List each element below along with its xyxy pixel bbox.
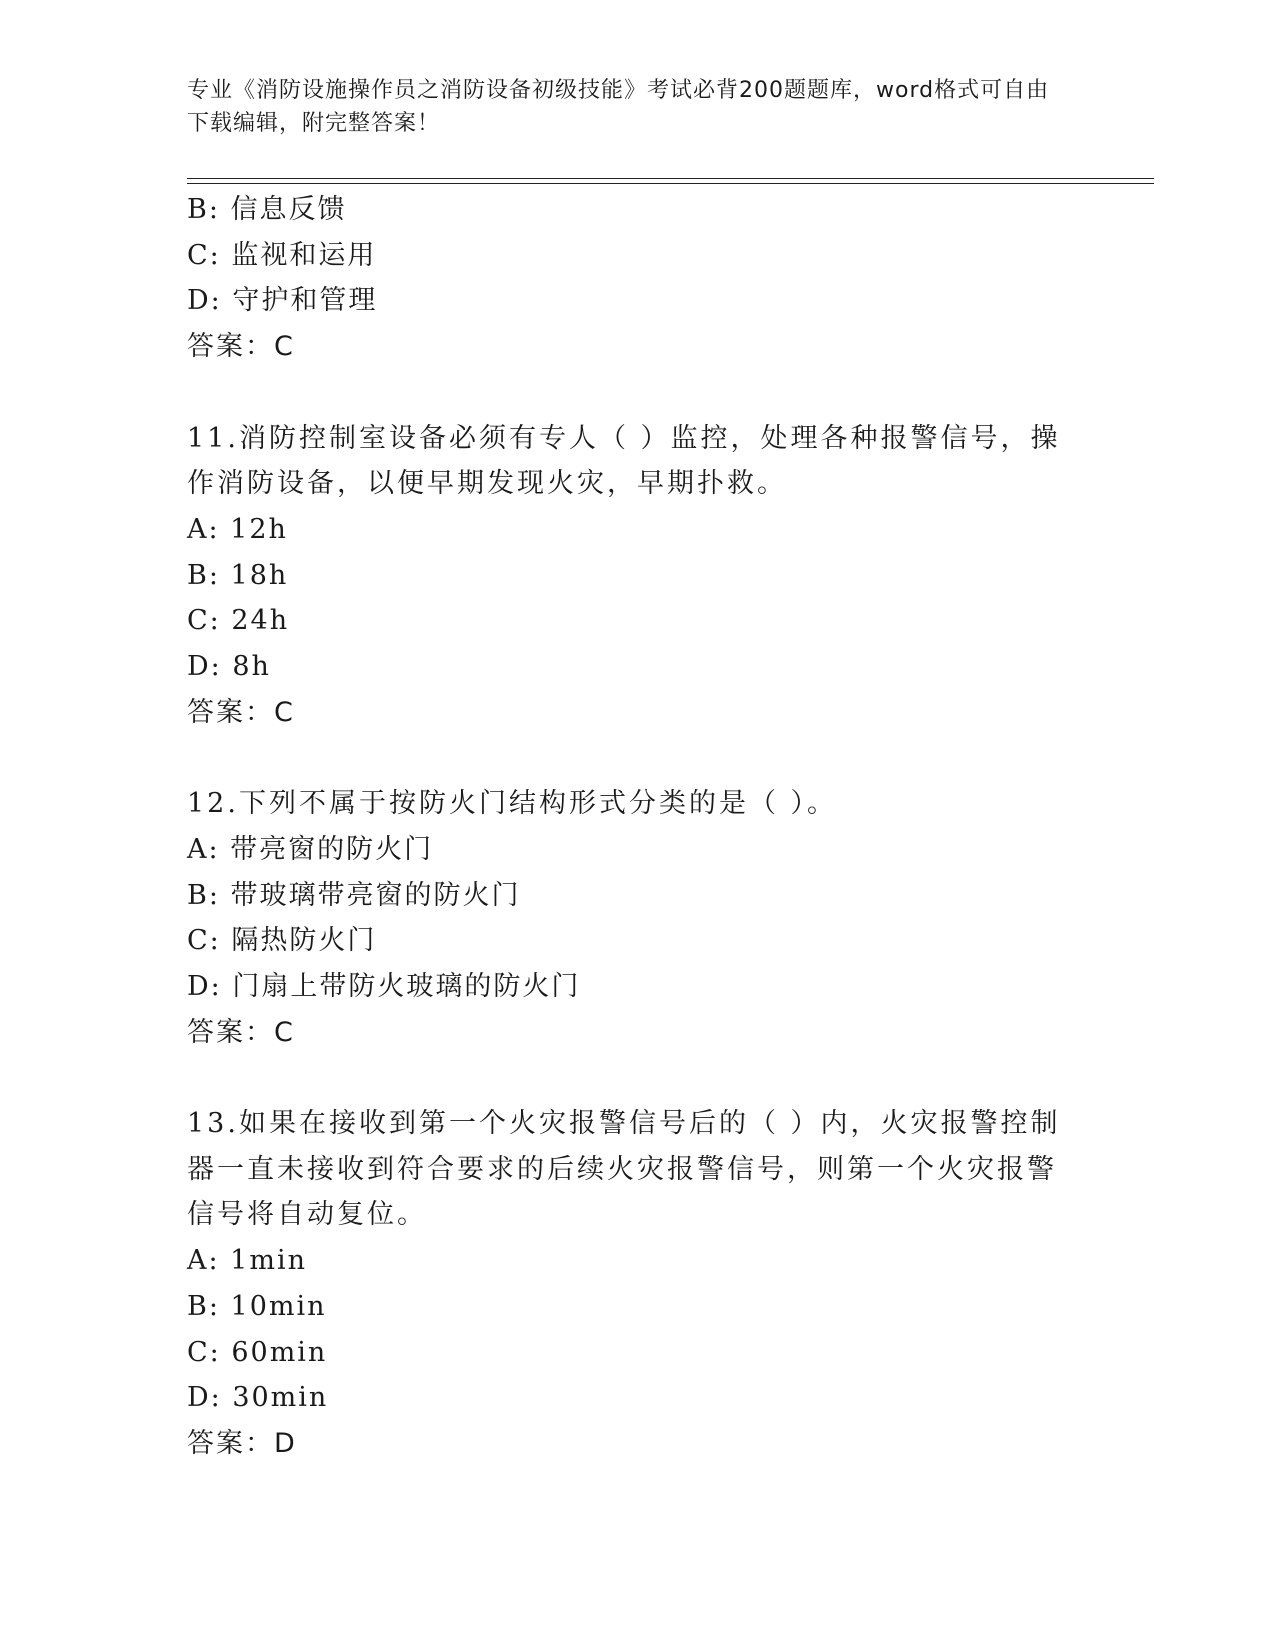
question-11 [187, 416, 1087, 736]
question-10-continued [187, 187, 1087, 370]
answer: 答案：C [187, 331, 295, 363]
question-stem: 12.下列不属于按防火门结构形式分类的是（ ）。 [187, 788, 838, 820]
option-d: D: 8h [187, 651, 271, 683]
answer: 答案：C [187, 1016, 295, 1048]
answer: 答案：D [187, 1427, 297, 1459]
option-c: C: 60min [187, 1336, 328, 1368]
option-d: D: 门扇上带防火玻璃的防火门 [187, 970, 581, 1002]
option-c: C: 隔热防火门 [187, 925, 377, 957]
header-divider [187, 178, 1154, 184]
option-a: A: 12h [187, 513, 288, 545]
question-13 [187, 1101, 1087, 1467]
option-d: D: 30min [187, 1382, 329, 1414]
option-c: C: 监视和运用 [187, 239, 377, 271]
question-12 [187, 781, 1087, 1055]
option-b: B: 带玻璃带亮窗的防火门 [187, 879, 521, 911]
question-stem: 13.如果在接收到第一个火灾报警信号后的（ ）内，火灾报警控制器一直未接收到符合要求的后续火灾报警信号，则第一个火灾报警信号将自动复位。 [187, 1108, 1061, 1231]
document-body [187, 187, 1087, 1467]
option-c: C: 24h [187, 605, 290, 637]
document-header: 专业《消防设施操作员之消防设备初级技能》考试必背200题题库，word格式可自由下载编辑，附完整答案！ [187, 78, 1050, 136]
option-b: B: 信息反馈 [187, 194, 347, 225]
answer: 答案：C [187, 696, 295, 728]
option-d: D: 守护和管理 [187, 285, 378, 317]
question-stem: 11.消防控制室设备必须有专人（ ）监控，处理各种报警信号，操作消防设备，以便早期发现火灾，早期扑救。 [187, 422, 1061, 500]
option-a: A: 带亮窗的防火门 [187, 833, 434, 865]
option-a: A: 1min [187, 1245, 307, 1277]
option-b: B: 18h [187, 559, 289, 591]
option-b: B: 10min [187, 1290, 327, 1322]
